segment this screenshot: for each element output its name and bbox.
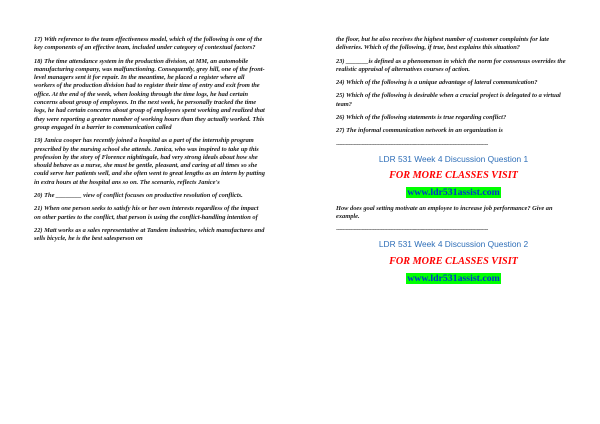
site-link-1[interactable]: www.ldr531assist.com	[407, 187, 500, 199]
question-19: 19) Janica cooper has recently joined a hospital as a part of the internship program prescribed by the nursing school she attends. Janica, who was inspired to take up this profession by the story of Florence nightingale, had very strong ideals about how she should behave as a nurse, she must be gentle, pleasant, and caring at all times so she could serve her patients well, and she often went to great lengths as an intern by putting in extra hours at the hospital ans so on. The scenario, reflects Janice's	[34, 137, 265, 186]
site-link-2[interactable]: www.ldr531assist.com	[407, 272, 500, 284]
site-link-wrap-2	[336, 273, 571, 284]
discussion-1-link[interactable]: LDR 531 Week 4 Discussion Question 1	[378, 153, 529, 164]
right-column	[336, 36, 571, 290]
question-20: 20) The ________ view of conflict focuses on productive resolution of conflicts.	[34, 192, 243, 200]
separator-line-2: -----------------------------------------------------------------------------------------------	[336, 227, 488, 234]
question-24: 24) Which of the following is a unique advantage of lateral communication?	[336, 79, 538, 87]
visit-banner-1: FOR MORE CLASSES VISIT	[389, 170, 518, 182]
discussion-1-question: How does goal setting motivate an employee to increase job performance? Give an example.	[336, 204, 553, 220]
question-17: 17) With reference to the team effectiveness model, which of the following is one of the key components of an effective team, included under category of contextual factors?	[34, 36, 263, 52]
question-27: 27) The informal communication network in an organization is	[336, 127, 503, 135]
question-21: 21) When one person seeks to satisfy his or her own interests regardless of the impact on other parties to the conflict, that person is using the conflict-handling intention of	[34, 205, 259, 221]
question-26: 26) Which of the following statements is true regarding conflict?	[336, 114, 507, 122]
question-23: 23) _______is defined as a phenomenon in which the norm for consensus overrides the realistic appraisal of alternatives courses of action.	[336, 57, 566, 73]
question-22-start: 22) Matt works as a sales representative at Tandem industries, which manufactures and sells bicycle, he is the best salesperson on	[34, 226, 265, 243]
discussion-2-link[interactable]: LDR 531 Week 4 Discussion Question 2	[378, 239, 529, 250]
left-column	[34, 36, 266, 249]
question-18: 18) The time attendance system in the production division, at MM, an automobile manufacturing company, was malfunctioning. Consequently, grey hill, one of the front-level managers sent it for repair. In the meantime, he placed a register where all workers of the production division had to register their time of entry and exit from the office. At the end of the week, when looking through the time logs, he had certain concerns about group of employees. In the next week, he personally tracked the time logs, he had certain concerns about group of employees spent working and realized that they were reporting a greater number of working hours than they actually worked. This group engaged in a barrier to communication called	[34, 57, 265, 131]
question-22-continued: the floor, but he also receives the highest number of customer complaints for late deliveries. Which of the following, if true, best explains this situation?	[336, 36, 550, 52]
visit-banner-2: FOR MORE CLASSES VISIT	[389, 255, 518, 267]
question-25: 25) Which of the following is desirable when a crucial project is delegated to a virtual team?	[336, 92, 561, 108]
site-link-wrap-1	[336, 187, 571, 198]
separator-line: -----------------------------------------------------------------------------------------------	[336, 141, 488, 148]
